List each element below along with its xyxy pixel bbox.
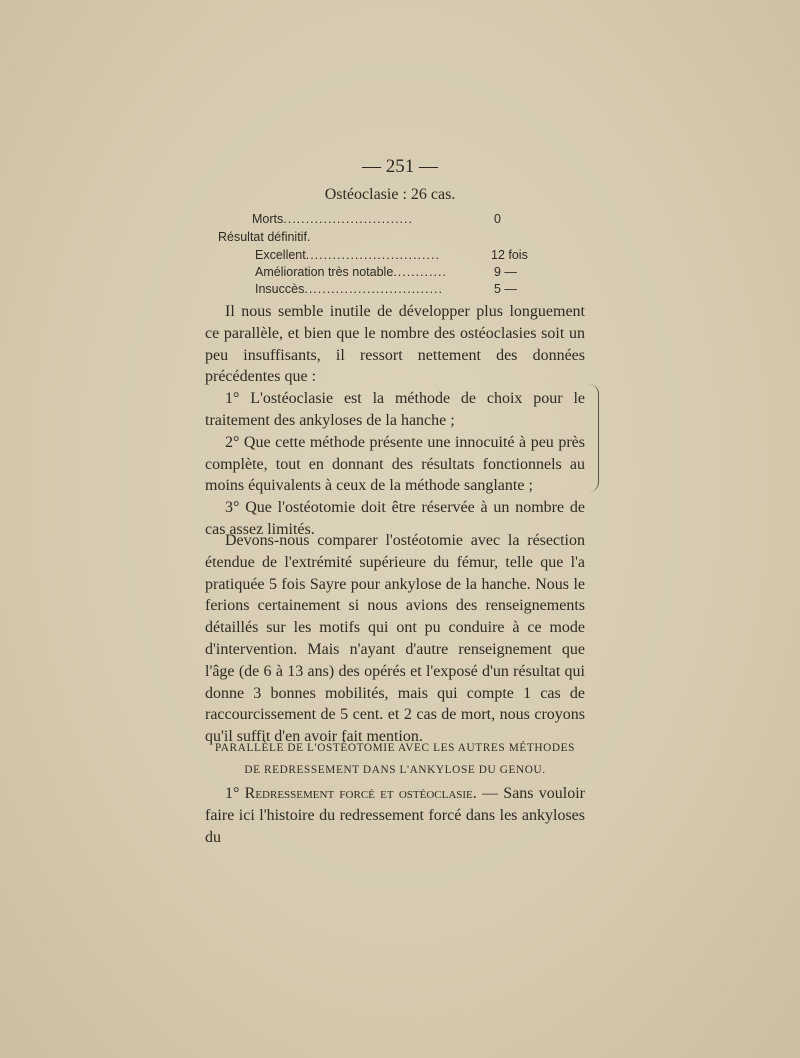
subsection-title: 1° Redressement forcé et ostéoclasie.	[225, 785, 477, 802]
section-heading-line-1: PARALLÈLE DE L'OSTÉOTOMIE AVEC LES AUTRES MÉTHODES	[214, 742, 576, 754]
stat-morts: Morts.............................	[252, 212, 413, 226]
subsection-text: — Sans vouloir faire ici l'histoire du redressement forcé dans les ankyloses du	[205, 785, 585, 846]
stat-excellent: Excellent..............................	[255, 248, 440, 262]
paragraph-redressement	[205, 783, 585, 848]
stat-amelioration: Amélioration très notable............	[255, 265, 447, 279]
stats-title: Ostéoclasie : 26 cas.	[324, 186, 456, 203]
stat-excellent-label: Excellent	[255, 248, 306, 262]
paragraph-sayre	[205, 530, 585, 748]
page-number: — 251 —	[362, 156, 438, 177]
stat-excellent-value: 12 fois	[491, 248, 528, 262]
stat-resultat-label: Résultat définitif.	[218, 230, 311, 244]
section-heading-line-2: DE REDRESSEMENT DANS L'ANKYLOSE DU GENOU.	[244, 764, 546, 776]
conclusion-item-1: 1° L'ostéoclasie est la méthode de choix pour le traitement des ankyloses de la hanche ;	[205, 390, 585, 429]
stat-amelioration-value: 9 —	[494, 265, 517, 279]
stat-morts-value: 0	[494, 212, 501, 226]
stat-insucces: Insuccès...............................	[255, 282, 444, 296]
stat-insucces-value: 5 —	[494, 282, 517, 296]
margin-brace	[588, 384, 599, 492]
conclusion-item-2: 2° Que cette méthode présente une innocuité à peu près complète, tout en donnant des résultats fonctionnels au moins équivalents à ceux de la méthode sanglante ;	[205, 433, 585, 495]
paragraph-conclusions	[205, 301, 585, 541]
conclusion-item-3: 3° Que l'ostéotomie doit être réservée à un nombre de cas assez limités.	[205, 499, 585, 538]
stat-morts-label: Morts	[252, 212, 284, 226]
stat-amelioration-label: Amélioration très notable	[255, 265, 394, 279]
stat-insucces-label: Insuccès	[255, 282, 305, 296]
section-heading	[205, 737, 585, 781]
paragraph-resection: Devons-nous comparer l'ostéotomie avec la résection étendue de l'extrémité supérieure du fémur, telle que l'a pratiquée 5 fois Sayre pour ankylose de la hanche. Nous le ferions certainement si nous avions des renseignements détaillés sur les motifs qui ont pu conduire à ce mode d'intervention. Mais n'ayant d'autre renseignement que l'âge (de 6 à 13 ans) des opérés et l'exposé d'un résultat qui donne 3 bonnes mobilités, mais qui compte 1 cas de raccourcissement de 5 cent. et 2 cas de mort, nous croyons qu'il suffit d'en avoir fait mention.	[205, 532, 585, 746]
paragraph-intro: Il nous semble inutile de développer plus longuement ce parallèle, et bien que le nombre des ostéoclasies soit un peu insuffisants, il ressort nettement des données précédentes que :	[205, 303, 585, 386]
